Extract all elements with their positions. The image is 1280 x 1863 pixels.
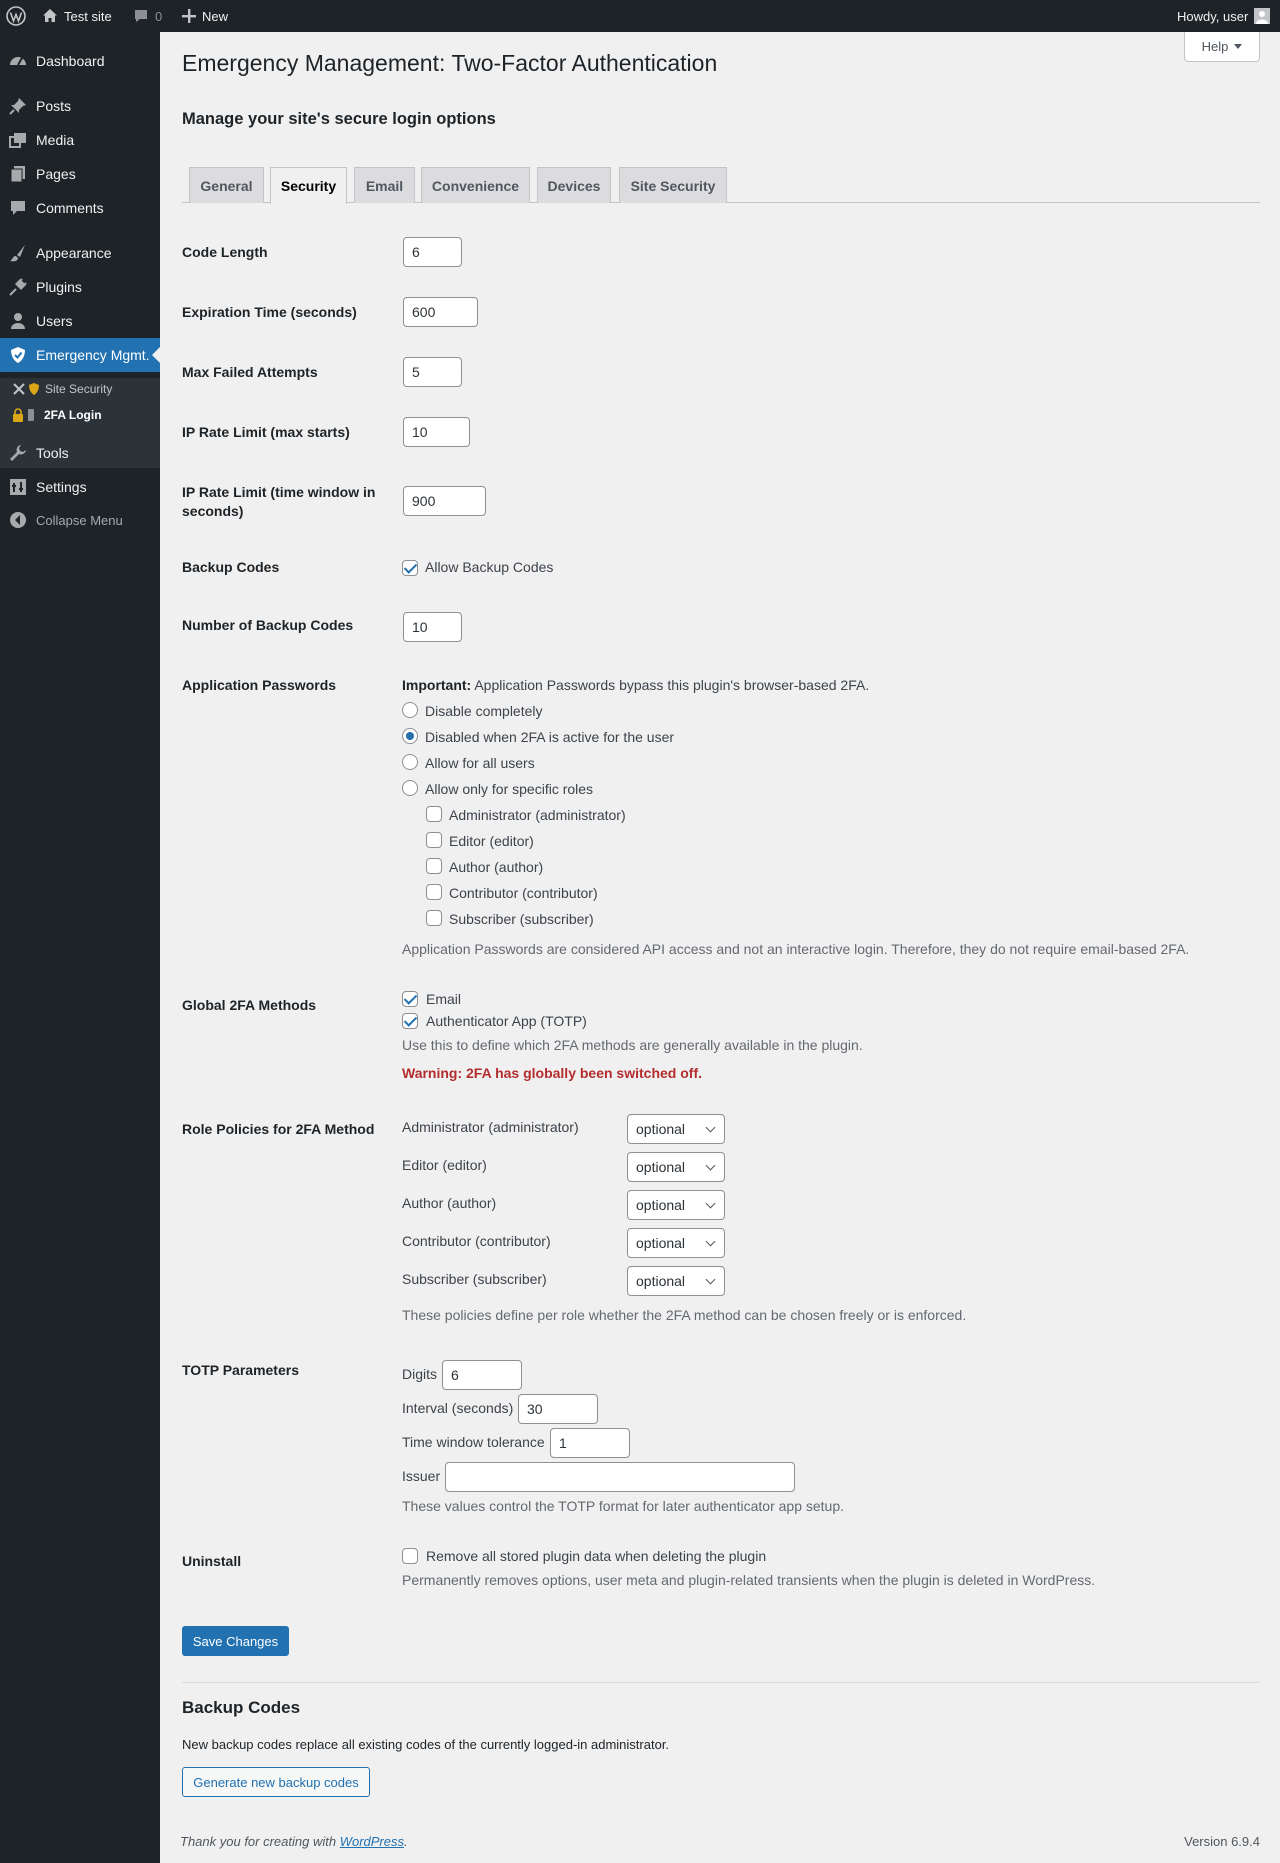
tab-devices[interactable]: Devices (537, 167, 611, 203)
uninstall-checkbox[interactable] (402, 1548, 418, 1564)
collapse-menu-button[interactable] (0, 503, 160, 537)
footer-thanks-suffix: . (404, 1834, 408, 1849)
comments-count: 0 (155, 8, 163, 24)
sidebar-item-label: Appearance (36, 245, 112, 261)
max-failed-label: Max Failed Attempts (182, 364, 318, 380)
tab-security[interactable]: Security (270, 167, 347, 204)
radio-allow-all-users[interactable] (402, 754, 418, 770)
app-passwords-important (402, 676, 869, 695)
role-checkbox-label: Editor (editor) (449, 833, 534, 849)
ip-rate-limit-label: IP Rate Limit (max starts) (182, 424, 350, 440)
select-value: optional (636, 1159, 686, 1175)
select-value: optional (636, 1273, 686, 1289)
role-checkbox-label: Author (author) (449, 859, 544, 875)
footer-thanks-prefix: Thank you for creating with (180, 1834, 340, 1849)
current-menu-caret (152, 347, 160, 363)
sidebar-item-settings[interactable] (0, 470, 160, 504)
totp-label: TOTP Parameters (182, 1362, 299, 1378)
radio-disabled-when-2fa-active[interactable] (402, 728, 418, 744)
method-email-label: Email (426, 991, 462, 1007)
sidebar-item-label: Comments (36, 200, 104, 216)
help-button[interactable] (1184, 32, 1260, 62)
policy-select-author[interactable] (627, 1190, 725, 1220)
totp-description: These values control the TOTP format for later authenticator app setup. (402, 1498, 845, 1514)
totp-interval-input[interactable]: 30 (518, 1394, 598, 1424)
policy-role-label: Editor (editor) (402, 1157, 487, 1173)
user-icon (8, 311, 28, 331)
sidebar-item-posts[interactable] (0, 89, 160, 123)
submenu-item-site-security[interactable] (12, 382, 112, 396)
site-name-link[interactable] (42, 0, 112, 32)
policy-role-label: Author (author) (402, 1195, 497, 1211)
allow-backup-codes-checkbox[interactable] (402, 560, 418, 576)
policy-select-contributor[interactable] (627, 1228, 725, 1258)
sidebar-item-label: Tools (36, 445, 69, 461)
avatar (1254, 8, 1270, 24)
radio-label: Allow only for specific roles (425, 781, 594, 797)
wordpress-logo-icon[interactable] (6, 0, 26, 32)
new-content-link[interactable] (182, 0, 228, 32)
sidebar-item-label: Pages (36, 166, 76, 182)
totp-digits-label: Digits (402, 1366, 438, 1382)
comment-icon (133, 8, 149, 24)
wordpress-link[interactable]: WordPress (339, 1834, 404, 1849)
radio-label: Allow for all users (425, 755, 535, 771)
role-checkbox-label: Subscriber (subscriber) (449, 911, 594, 927)
radio-label: Disable completely (425, 703, 543, 719)
app-passwords-description: Application Passwords are considered API access and not an interactive login. Therefore, they do not require email-based 2FA. (402, 941, 1190, 957)
method-totp-checkbox[interactable] (402, 1013, 418, 1029)
sidebar-item-label: Users (36, 313, 73, 329)
totp-issuer-label: Issuer (402, 1468, 441, 1484)
pin-icon (8, 96, 28, 116)
method-totp-label: Authenticator App (TOTP) (426, 1013, 587, 1029)
select-value: optional (636, 1121, 686, 1137)
footer-thanks (180, 1834, 408, 1849)
backup-codes-description: New backup codes replace all existing codes of the currently logged-in administrator. (182, 1737, 670, 1752)
policy-role-label: Subscriber (subscriber) (402, 1271, 547, 1287)
tab-email[interactable]: Email (354, 167, 415, 203)
role-checkbox-label: Administrator (administrator) (449, 807, 626, 823)
important-bold: Important: (402, 677, 472, 693)
chevron-down-icon (706, 1275, 716, 1285)
allow-backup-codes-label: Allow Backup Codes (425, 559, 554, 575)
radio-label: Disabled when 2FA is active for the user (425, 729, 675, 745)
select-value: optional (636, 1235, 686, 1251)
code-length-label: Code Length (182, 244, 268, 260)
caret-down-icon (1234, 44, 1242, 49)
global-methods-description: Use this to define which 2FA methods are generally available in the plugin. (402, 1037, 863, 1053)
sidebar-item-pages[interactable] (0, 157, 160, 191)
sidebar-item-label: Posts (36, 98, 72, 114)
totp-issuer-input[interactable] (445, 1462, 795, 1492)
sidebar-item-label: Media (36, 132, 75, 148)
radio-disable-completely[interactable] (402, 702, 418, 718)
sidebar-item-emergency-mgmt[interactable] (0, 338, 160, 372)
sidebar-item-comments[interactable] (0, 191, 160, 225)
totp-digits-input[interactable]: 6 (442, 1360, 522, 1390)
media-icon (8, 130, 28, 150)
num-backup-codes-label: Number of Backup Codes (182, 617, 354, 633)
tab-site-security[interactable]: Site Security (619, 167, 727, 203)
totp-tolerance-input[interactable]: 1 (550, 1428, 630, 1458)
settings-icon (8, 477, 28, 497)
tab-general[interactable]: General (189, 167, 264, 203)
role-policies-label: Role Policies for 2FA Method (182, 1121, 375, 1137)
max-failed-input[interactable]: 5 (403, 357, 462, 387)
sidebar-item-dashboard[interactable] (0, 44, 160, 78)
howdy-text: Howdy, user (1177, 8, 1249, 24)
chevron-down-icon (706, 1199, 716, 1209)
num-backup-codes-input[interactable]: 10 (403, 612, 462, 642)
lock-icon (12, 408, 24, 422)
uninstall-description: Permanently removes options, user meta and plugin-related transients when the plugin is deleted in WordPress. (402, 1572, 1096, 1588)
user-account-link[interactable] (1177, 0, 1270, 32)
chevron-down-icon (706, 1237, 716, 1247)
shield-icon (8, 345, 28, 365)
divider (182, 1682, 1260, 1683)
page-subtitle: Manage your site's secure login options (182, 110, 496, 128)
submenu-label: 2FA Login (44, 408, 102, 422)
backup-codes-label: Backup Codes (182, 559, 280, 575)
uninstall-option-label: Remove all stored plugin data when deleting the plugin (426, 1548, 767, 1564)
ip-rate-limit-input[interactable]: 10 (403, 417, 470, 447)
submenu-label: Site Security (45, 382, 113, 396)
home-icon (42, 8, 58, 24)
sidebar-item-label: Settings (36, 479, 87, 495)
role-checkbox-administrator[interactable] (426, 806, 442, 822)
sidebar-item-appearance[interactable] (0, 236, 160, 270)
chevron-down-icon (706, 1123, 716, 1133)
uninstall-label: Uninstall (182, 1553, 242, 1569)
ip-rate-window-input[interactable]: 900 (403, 486, 486, 516)
role-checkbox-editor[interactable] (426, 832, 442, 848)
tab-convenience[interactable]: Convenience (421, 167, 530, 203)
select-value: optional (636, 1197, 686, 1213)
sidebar-item-label: Plugins (36, 279, 82, 295)
code-length-input[interactable]: 6 (403, 237, 462, 267)
shield-emoji-icon (28, 382, 40, 396)
totp-interval-label: Interval (seconds) (402, 1400, 514, 1416)
role-checkbox-label: Contributor (contributor) (449, 885, 598, 901)
dashboard-icon (8, 51, 28, 71)
sidebar-item-label: Dashboard (36, 53, 105, 69)
tools-icon (12, 382, 26, 396)
brush-icon (8, 243, 28, 263)
role-policies-description: These policies define per role whether the 2FA method can be chosen freely or is enforced. (402, 1307, 967, 1323)
expiration-input[interactable]: 600 (403, 297, 478, 327)
phone-icon (26, 408, 36, 422)
global-2fa-warning: Warning: 2FA has globally been switched off. (402, 1065, 702, 1081)
method-email-checkbox[interactable] (402, 991, 418, 1007)
site-name: Test site (64, 8, 112, 24)
sidebar-item-plugins[interactable] (0, 270, 160, 304)
ip-rate-window-label-line2: seconds) (182, 503, 244, 519)
sidebar-item-label: Emergency Mgmt. (36, 347, 150, 363)
important-text: Application Passwords bypass this plugin's browser-based 2FA. (471, 677, 870, 693)
ip-rate-window-label (182, 483, 375, 521)
role-checkbox-author[interactable] (426, 858, 442, 874)
policy-select-subscriber[interactable] (627, 1266, 725, 1296)
comment-icon (8, 198, 28, 218)
help-label: Help (1201, 39, 1229, 54)
role-checkbox-subscriber[interactable] (426, 910, 442, 926)
policy-select-editor[interactable] (627, 1152, 725, 1182)
sidebar-item-media[interactable] (0, 123, 160, 157)
sidebar-item-users[interactable] (0, 304, 160, 338)
collapse-label: Collapse Menu (36, 512, 123, 528)
totp-tolerance-label: Time window tolerance (402, 1434, 545, 1450)
policy-role-label: Contributor (contributor) (402, 1233, 551, 1249)
sidebar-item-tools[interactable] (0, 436, 160, 470)
ip-rate-window-label-line1: IP Rate Limit (time window in (182, 484, 376, 500)
pages-icon (8, 164, 28, 184)
generate-backup-codes-button[interactable]: Generate new backup codes (182, 1767, 370, 1797)
expiration-label: Expiration Time (seconds) (182, 304, 357, 320)
settings-tabs (182, 167, 1260, 203)
role-checkbox-contributor[interactable] (426, 884, 442, 900)
wrench-icon (8, 443, 28, 463)
chevron-down-icon (706, 1161, 716, 1171)
policy-role-label: Administrator (administrator) (402, 1119, 579, 1135)
comments-link[interactable] (133, 0, 162, 32)
plus-icon (182, 9, 196, 23)
new-label: New (202, 8, 229, 24)
plug-icon (8, 277, 28, 297)
global-methods-label: Global 2FA Methods (182, 997, 317, 1013)
admin-sidebar (0, 32, 160, 1863)
policy-select-administrator[interactable] (627, 1114, 725, 1144)
radio-allow-specific-roles[interactable] (402, 780, 418, 796)
submenu-item-2fa-login[interactable] (12, 408, 102, 422)
save-changes-button[interactable]: Save Changes (182, 1626, 289, 1656)
admin-bar (0, 0, 1280, 32)
collapse-icon (8, 510, 28, 530)
footer-version: Version 6.9.4 (1184, 1834, 1260, 1849)
backup-codes-heading: Backup Codes (182, 1698, 301, 1717)
page-title: Emergency Management: Two-Factor Authentication (182, 50, 718, 76)
app-passwords-label: Application Passwords (182, 677, 337, 693)
